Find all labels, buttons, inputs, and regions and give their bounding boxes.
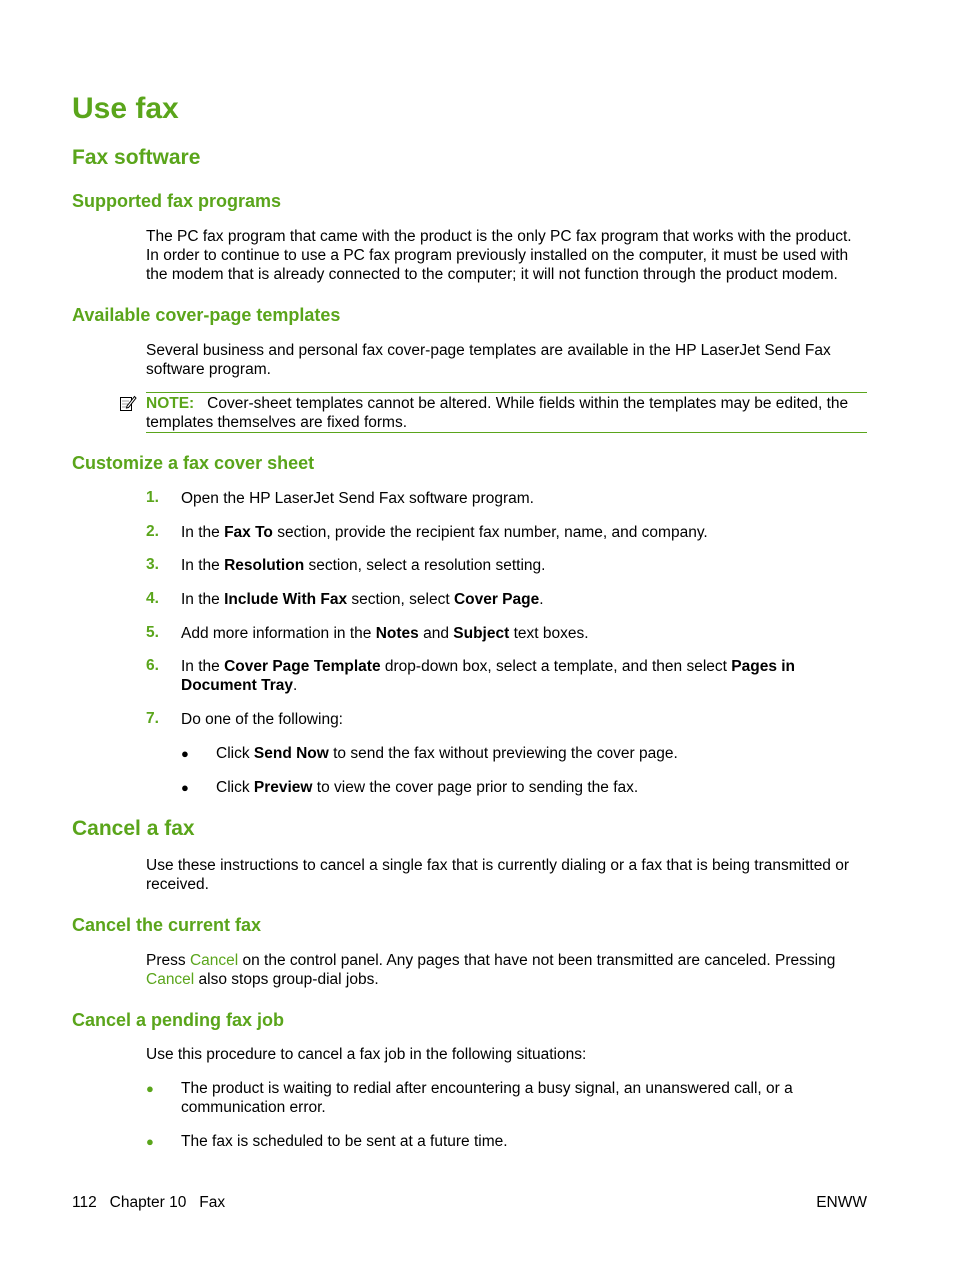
step-number: 6. <box>146 657 159 674</box>
bullet-icon: ● <box>181 746 189 761</box>
step-number: 2. <box>146 523 159 540</box>
step-number: 7. <box>146 710 159 727</box>
subheading-supported-fax-programs: Supported fax programs <box>72 191 282 211</box>
note-pencil-icon <box>119 394 137 412</box>
note-bottom-rule <box>146 432 867 433</box>
note-text: Cover-sheet templates cannot be altered. While fields within the templates may be edited, the templates themselves are fixed forms. <box>146 395 849 431</box>
step-text: In the Resolution section, select a resolution setting. <box>181 557 546 574</box>
note-top-rule <box>146 392 867 393</box>
step-text: Do one of the following: <box>181 711 343 728</box>
step-text: In the Cover Page Template drop-down box, select a template, and then select Pages in Document Tray. <box>181 658 796 694</box>
list-item: The fax is scheduled to be sent at a future time. <box>181 1133 508 1150</box>
cancel-current-paragraph: Press Cancel on the control panel. Any pages that have not been transmitted are canceled. Pressing Cancel also stops group-dial jobs. <box>146 952 836 988</box>
section-heading-cancel-a-fax: Cancel a fax <box>72 817 195 840</box>
step-text: Open the HP LaserJet Send Fax software program. <box>181 490 534 507</box>
step-number: 4. <box>146 590 159 607</box>
page-title: Use fax <box>72 92 179 125</box>
bullet-icon: ● <box>146 1081 154 1096</box>
cancel-pending-paragraph: Use this procedure to cancel a fax job in the following situations: <box>146 1046 587 1063</box>
step-text: In the Fax To section, provide the recipient fax number, name, and company. <box>181 524 708 541</box>
subheading-cancel-current-fax: Cancel the current fax <box>72 915 262 935</box>
step-text: Add more information in the Notes and Subject text boxes. <box>181 625 589 642</box>
footer-right: ENWW <box>816 1194 867 1211</box>
step-text: In the Include With Fax section, select Cover Page. <box>181 591 544 608</box>
subheading-customize-cover-sheet: Customize a fax cover sheet <box>72 453 315 473</box>
bullet-icon: ● <box>181 780 189 795</box>
step-number: 1. <box>146 489 159 506</box>
supported-programs-paragraph: The PC fax program that came with the product is the only PC fax program that works with the product. In order to continue to use a PC fax program previously installed on the computer, it must be used with the modem that is already connected to the computer; it will not function through the product modem. <box>146 228 852 283</box>
note-box <box>146 394 868 432</box>
subheading-cover-page-templates: Available cover-page templates <box>72 305 341 325</box>
bullet-icon: ● <box>146 1134 154 1149</box>
substep-text: Click Send Now to send the fax without previewing the cover page. <box>216 745 678 762</box>
subheading-cancel-pending-fax: Cancel a pending fax job <box>72 1010 285 1030</box>
footer-left: 112 Chapter 10 Fax <box>72 1194 226 1211</box>
list-item: The product is waiting to redial after encountering a busy signal, an unanswered call, or a communication error. <box>181 1080 793 1116</box>
cancel-intro-paragraph: Use these instructions to cancel a single fax that is currently dialing or a fax that is being transmitted or received. <box>146 857 850 893</box>
step-number: 3. <box>146 556 159 573</box>
note-label: NOTE: <box>146 395 195 412</box>
cancel-button-reference: Cancel <box>189 952 239 969</box>
section-heading-fax-software: Fax software <box>72 146 201 169</box>
substep-text: Click Preview to view the cover page prior to sending the fax. <box>216 779 639 796</box>
cancel-button-reference: Cancel <box>146 971 195 988</box>
cover-page-templates-paragraph: Several business and personal fax cover-page templates are available in the HP LaserJet Send Fax software program. <box>146 342 831 378</box>
step-number: 5. <box>146 624 159 641</box>
